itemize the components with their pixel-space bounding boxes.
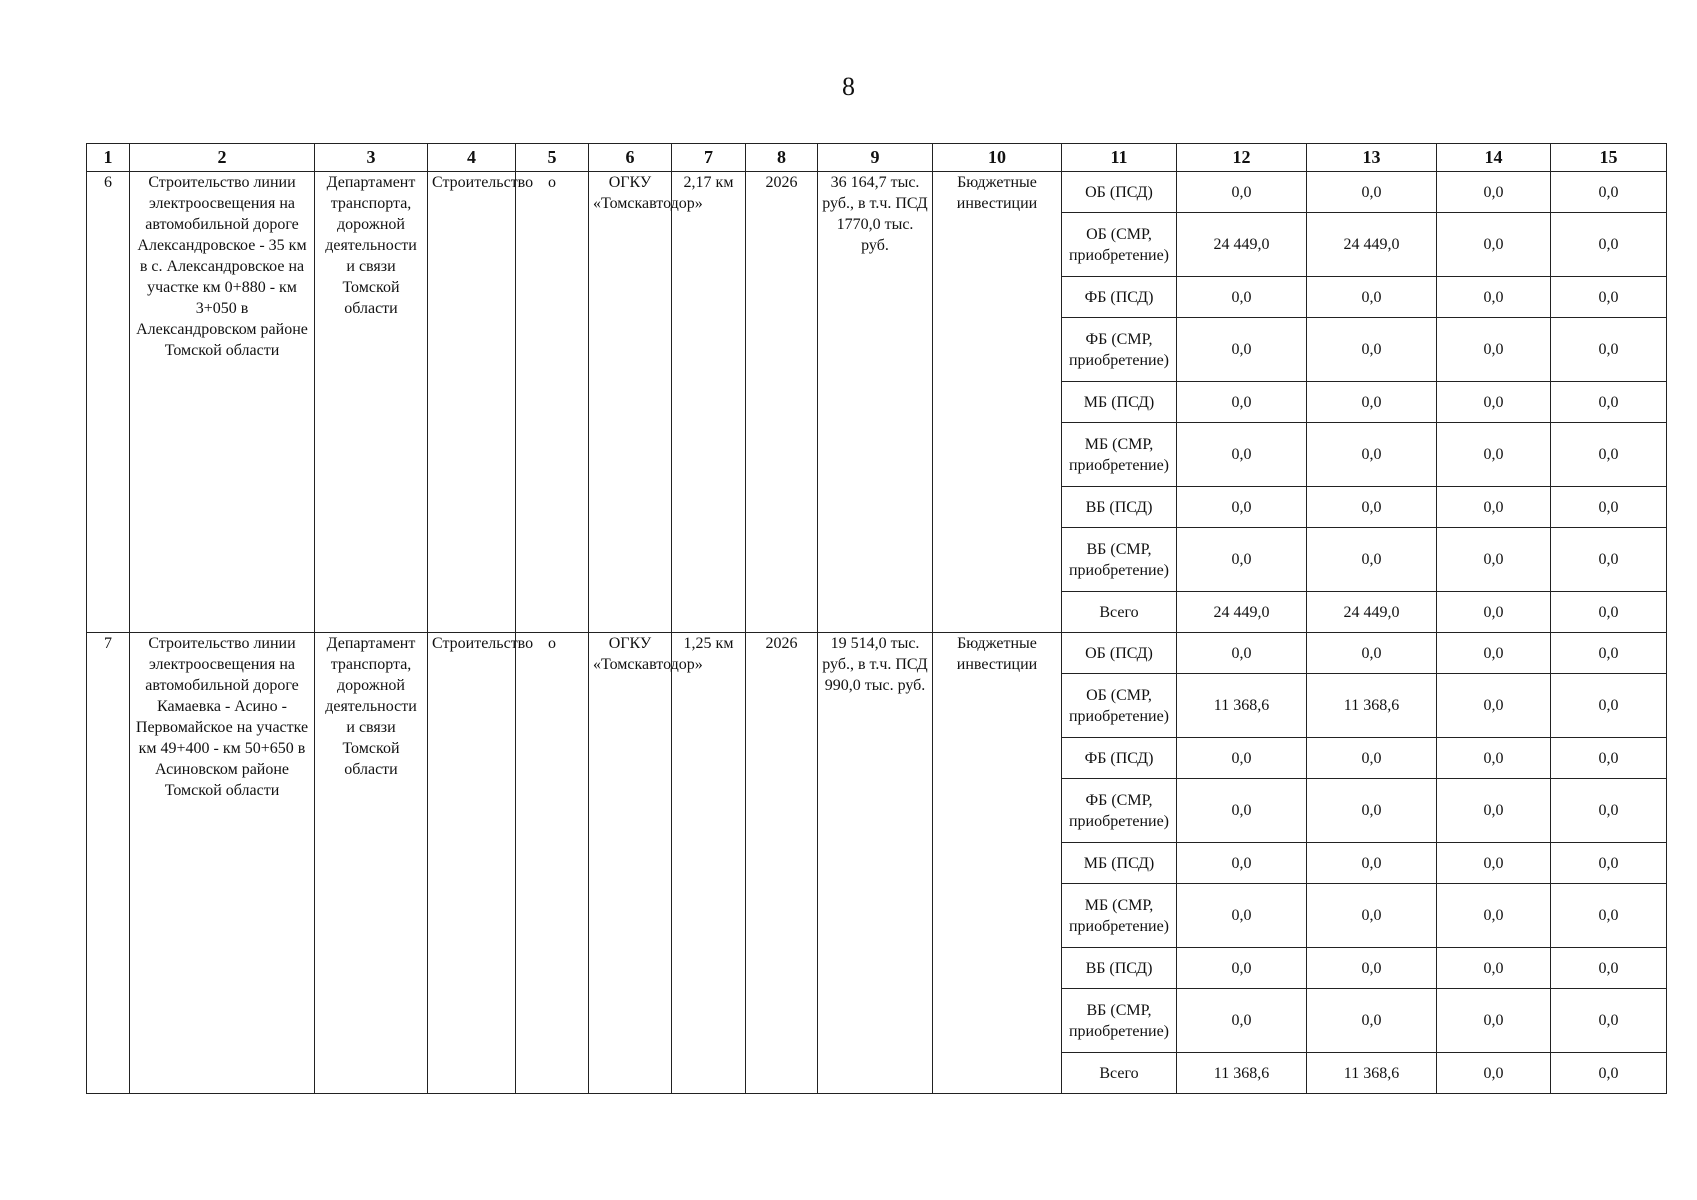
value-cell: 0,0 bbox=[1437, 843, 1551, 884]
column-header: 9 bbox=[818, 144, 933, 172]
column-header: 6 bbox=[589, 144, 672, 172]
value-cell: 0,0 bbox=[1551, 528, 1667, 592]
value-cell: 0,0 bbox=[1437, 423, 1551, 487]
value-cell: 0,0 bbox=[1177, 738, 1307, 779]
funding-source: ФБ (СМР, приобретение) bbox=[1062, 318, 1177, 382]
project-type: Строительство bbox=[428, 633, 516, 1094]
value-cell: 0,0 bbox=[1551, 213, 1667, 277]
value-cell: 0,0 bbox=[1551, 884, 1667, 948]
value-cell: 0,0 bbox=[1437, 989, 1551, 1053]
value-cell: 24 449,0 bbox=[1177, 213, 1307, 277]
funding-source: ОБ (ПСД) bbox=[1062, 633, 1177, 674]
value-cell: 0,0 bbox=[1177, 318, 1307, 382]
value-cell: 0,0 bbox=[1307, 633, 1437, 674]
project-form: Бюджетные инвестиции bbox=[933, 172, 1062, 633]
value-cell: 0,0 bbox=[1307, 277, 1437, 318]
value-cell: 0,0 bbox=[1177, 948, 1307, 989]
value-cell: 0,0 bbox=[1177, 172, 1307, 213]
value-cell: 0,0 bbox=[1177, 487, 1307, 528]
funding-source: МБ (СМР, приобретение) bbox=[1062, 884, 1177, 948]
value-cell: 0,0 bbox=[1177, 989, 1307, 1053]
column-header: 7 bbox=[672, 144, 746, 172]
project-length: 2,17 км bbox=[672, 172, 746, 633]
project-department: Департамент транспорта, дорожной деятельности и связи Томской области bbox=[315, 633, 428, 1094]
investment-table bbox=[86, 143, 1667, 1094]
table-row bbox=[87, 172, 1667, 213]
project-year: 2026 bbox=[746, 172, 818, 633]
value-cell: 0,0 bbox=[1551, 989, 1667, 1053]
value-cell: 0,0 bbox=[1551, 948, 1667, 989]
value-cell: 0,0 bbox=[1551, 277, 1667, 318]
funding-source: ВБ (СМР, приобретение) bbox=[1062, 528, 1177, 592]
value-cell: 0,0 bbox=[1551, 318, 1667, 382]
project-type: Строительство bbox=[428, 172, 516, 633]
value-cell: 0,0 bbox=[1551, 633, 1667, 674]
value-cell: 0,0 bbox=[1551, 738, 1667, 779]
value-cell: 0,0 bbox=[1307, 423, 1437, 487]
funding-source: ВБ (ПСД) bbox=[1062, 487, 1177, 528]
funding-source: ФБ (СМР, приобретение) bbox=[1062, 779, 1177, 843]
value-cell: 0,0 bbox=[1177, 382, 1307, 423]
value-cell: 0,0 bbox=[1307, 382, 1437, 423]
project-cost: 36 164,7 тыс. руб., в т.ч. ПСД 1770,0 тыс. руб. bbox=[818, 172, 933, 633]
value-cell: 24 449,0 bbox=[1177, 592, 1307, 633]
funding-source: ВБ (ПСД) bbox=[1062, 948, 1177, 989]
value-cell: 0,0 bbox=[1177, 423, 1307, 487]
project-code: о bbox=[516, 633, 589, 1094]
value-cell: 0,0 bbox=[1437, 592, 1551, 633]
funding-source: МБ (ПСД) bbox=[1062, 843, 1177, 884]
column-header: 4 bbox=[428, 144, 516, 172]
value-cell: 0,0 bbox=[1551, 843, 1667, 884]
funding-source: ОБ (СМР, приобретение) bbox=[1062, 674, 1177, 738]
column-header: 15 bbox=[1551, 144, 1667, 172]
value-cell: 0,0 bbox=[1177, 843, 1307, 884]
project-name: Строительство линии электроосвещения на автомобильной дороге Александровское - 35 км в с. Александровское на участке км 0+880 - км 3+050 в Александровском районе Томской области bbox=[130, 172, 315, 633]
value-cell: 0,0 bbox=[1551, 423, 1667, 487]
value-cell: 0,0 bbox=[1437, 277, 1551, 318]
funding-source: МБ (СМР, приобретение) bbox=[1062, 423, 1177, 487]
project-name: Строительство линии электроосвещения на автомобильной дороге Камаевка - Асино - Первомайское на участке км 49+400 - км 50+650 в Асиновском районе Томской области bbox=[130, 633, 315, 1094]
value-cell: 0,0 bbox=[1177, 528, 1307, 592]
column-header: 12 bbox=[1177, 144, 1307, 172]
value-cell: 0,0 bbox=[1307, 172, 1437, 213]
value-cell: 0,0 bbox=[1177, 633, 1307, 674]
value-cell: 0,0 bbox=[1437, 318, 1551, 382]
project-year: 2026 bbox=[746, 633, 818, 1094]
value-cell: 0,0 bbox=[1551, 172, 1667, 213]
project-cost: 19 514,0 тыс. руб., в т.ч. ПСД 990,0 тыс. руб. bbox=[818, 633, 933, 1094]
value-cell: 11 368,6 bbox=[1177, 674, 1307, 738]
column-header: 13 bbox=[1307, 144, 1437, 172]
value-cell: 0,0 bbox=[1307, 318, 1437, 382]
value-cell: 0,0 bbox=[1437, 674, 1551, 738]
project-department: Департамент транспорта, дорожной деятельности и связи Томской области bbox=[315, 172, 428, 633]
column-header: 8 bbox=[746, 144, 818, 172]
value-cell: 0,0 bbox=[1437, 948, 1551, 989]
funding-source: ОБ (СМР, приобретение) bbox=[1062, 213, 1177, 277]
value-cell: 24 449,0 bbox=[1307, 213, 1437, 277]
column-header: 3 bbox=[315, 144, 428, 172]
value-cell: 0,0 bbox=[1437, 528, 1551, 592]
project-form: Бюджетные инвестиции bbox=[933, 633, 1062, 1094]
funding-source-total: Всего bbox=[1062, 592, 1177, 633]
value-cell: 11 368,6 bbox=[1307, 674, 1437, 738]
value-cell: 24 449,0 bbox=[1307, 592, 1437, 633]
value-cell: 0,0 bbox=[1437, 382, 1551, 423]
value-cell: 0,0 bbox=[1307, 738, 1437, 779]
value-cell: 0,0 bbox=[1177, 779, 1307, 843]
value-cell: 0,0 bbox=[1177, 277, 1307, 318]
value-cell: 0,0 bbox=[1307, 989, 1437, 1053]
column-header: 11 bbox=[1062, 144, 1177, 172]
value-cell: 0,0 bbox=[1437, 487, 1551, 528]
value-cell: 0,0 bbox=[1307, 528, 1437, 592]
value-cell: 0,0 bbox=[1307, 487, 1437, 528]
project-length: 1,25 км bbox=[672, 633, 746, 1094]
value-cell: 0,0 bbox=[1437, 172, 1551, 213]
value-cell: 0,0 bbox=[1437, 1053, 1551, 1094]
value-cell: 0,0 bbox=[1307, 779, 1437, 843]
funding-source: ФБ (ПСД) bbox=[1062, 738, 1177, 779]
funding-source: МБ (ПСД) bbox=[1062, 382, 1177, 423]
column-header: 2 bbox=[130, 144, 315, 172]
value-cell: 0,0 bbox=[1437, 738, 1551, 779]
value-cell: 11 368,6 bbox=[1177, 1053, 1307, 1094]
funding-source: ВБ (СМР, приобретение) bbox=[1062, 989, 1177, 1053]
column-header: 1 bbox=[87, 144, 130, 172]
funding-source: ОБ (ПСД) bbox=[1062, 172, 1177, 213]
funding-source-total: Всего bbox=[1062, 1053, 1177, 1094]
value-cell: 0,0 bbox=[1307, 884, 1437, 948]
value-cell: 0,0 bbox=[1437, 779, 1551, 843]
value-cell: 0,0 bbox=[1551, 592, 1667, 633]
value-cell: 0,0 bbox=[1177, 884, 1307, 948]
header-row bbox=[87, 144, 1667, 172]
value-cell: 0,0 bbox=[1307, 948, 1437, 989]
column-header: 10 bbox=[933, 144, 1062, 172]
value-cell: 0,0 bbox=[1551, 487, 1667, 528]
column-header: 14 bbox=[1437, 144, 1551, 172]
value-cell: 0,0 bbox=[1551, 779, 1667, 843]
project-number: 6 bbox=[87, 172, 130, 633]
value-cell: 0,0 bbox=[1307, 843, 1437, 884]
value-cell: 0,0 bbox=[1437, 884, 1551, 948]
value-cell: 0,0 bbox=[1437, 633, 1551, 674]
value-cell: 0,0 bbox=[1551, 674, 1667, 738]
value-cell: 0,0 bbox=[1551, 1053, 1667, 1094]
value-cell: 0,0 bbox=[1437, 213, 1551, 277]
column-header: 5 bbox=[516, 144, 589, 172]
value-cell: 0,0 bbox=[1551, 382, 1667, 423]
project-code: о bbox=[516, 172, 589, 633]
value-cell: 11 368,6 bbox=[1307, 1053, 1437, 1094]
funding-source: ФБ (ПСД) bbox=[1062, 277, 1177, 318]
page-number: 8 bbox=[842, 72, 855, 101]
table-row bbox=[87, 633, 1667, 674]
project-customer: ОГКУ «Томскавтодор» bbox=[589, 633, 672, 1094]
project-customer: ОГКУ «Томскавтодор» bbox=[589, 172, 672, 633]
project-number: 7 bbox=[87, 633, 130, 1094]
